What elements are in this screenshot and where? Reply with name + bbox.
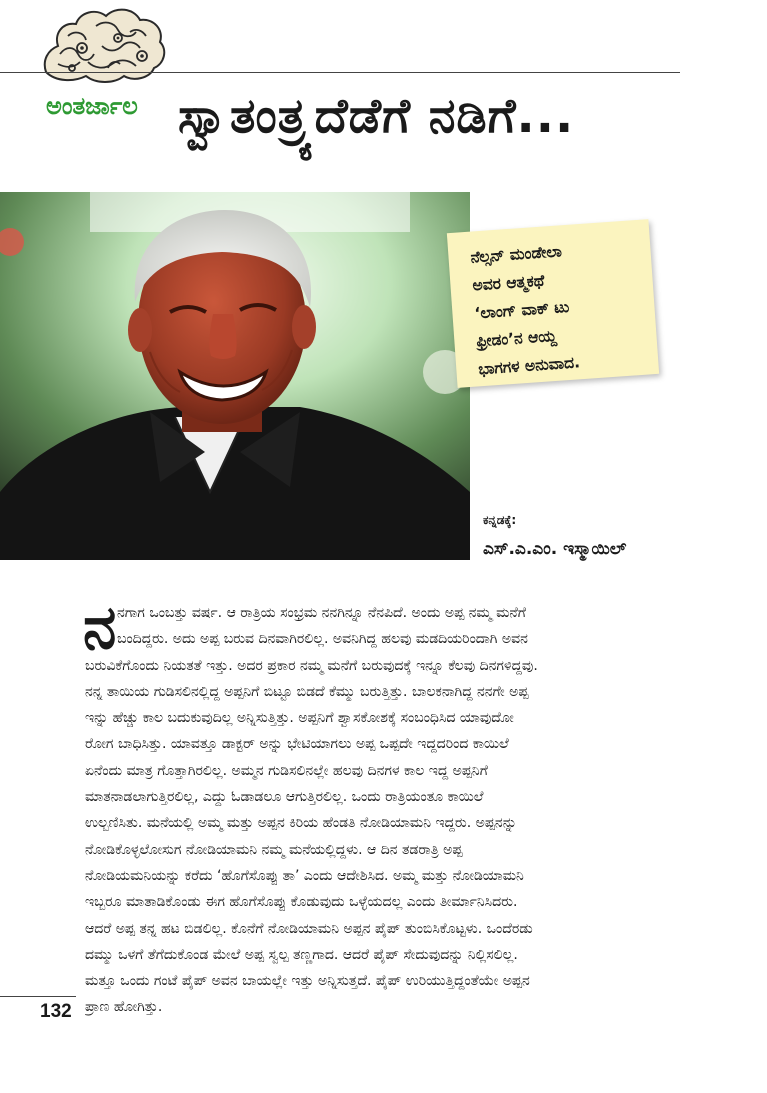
article-line: ಇಬ್ಬರೂ ಮಾತಾಡಿಕೊಂಡು ಈಗ ಹೊಗೆಸೊಪ್ಪು ಕೊಡುವುದು ಒಳ್ಳೆಯದಲ್ಲ ಎಂದು ತೀರ್ಮಾನಿಸಿದರು. bbox=[85, 894, 518, 911]
callout-line: ನೆಲ್ಸನ್ ಮಂಡೇಲಾ bbox=[469, 242, 563, 267]
article-line: ಮತ್ತೂ ಒಂದು ಗಂಟೆ ಪೈಪ್ ಅವನ ಬಾಯಲ್ಲೇ ಇತ್ತು ಅನ್ನಿಸುತ್ತದೆ. ಪೈಪ್ ಉರಿಯುತ್ತಿದ್ದಂತೆಯೇ ಅಪ್ಪನ bbox=[85, 973, 530, 990]
callout-line: ಭಾಗಗಳ ಅನುವಾದ. bbox=[477, 353, 581, 379]
article-line: ದಮ್ಮು ಒಳಗೆ ತೆಗೆದುಕೊಂಡ ಮೇಲೆ ಅಪ್ಪ ಸ್ವಲ್ಪ ತಣ್ಣಗಾದ. ಆದರೆ ಪೈಪ್ ಸೇದುವುದನ್ನು ನಿಲ್ಲಿಸಲಿಲ್ಲ. bbox=[85, 946, 518, 963]
article-line: ಉಲ್ಬಣಿಸಿತು. ಮನೆಯಲ್ಲಿ ಅಮ್ಮ ಮತ್ತು ಅಪ್ಪನ ಕಿರಿಯ ಹೆಂಡತಿ ನೋಡಿಯಾಮನಿ ಇದ್ದರು. ಅಪ್ಪನನ್ನು bbox=[85, 815, 517, 832]
article-line: ಆದರೆ ಅಪ್ಪ ತನ್ನ ಹಟ ಬಿಡಲಿಲ್ಲ. ಕೊನೆಗೆ ನೋಡಿಯಾಮನಿ ಅಪ್ಪನ ಪೈಪ್ ತುಂಬಿಸಿಕೊಟ್ಟಳು. ಒಂದೆರಡು bbox=[85, 920, 533, 937]
footer-rule bbox=[0, 996, 76, 997]
callout-line: ‘ಲಾಂಗ್ ವಾಕ್ ಟು bbox=[473, 297, 570, 323]
callout-line: ಅವರ ಆತ್ಮಕಥೆ bbox=[471, 271, 545, 295]
article-line: ಮಾತನಾಡಲಾಗುತ್ತಿರಲಿಲ್ಲ, ಎದ್ದು ಓಡಾಡಲೂ ಆಗುತ್ತಿರಲಿಲ್ಲ. ಒಂದು ರಾತ್ರಿಯಂತೂ ಕಾಯಿಲೆ bbox=[85, 789, 484, 806]
article-line: ರೋಗ ಬಾಧಿಸಿತ್ತು. ಯಾವತ್ತೂ ಡಾಕ್ಟರ್ ಅನ್ನು ಭೇಟಿಯಾಗಲು ಅಪ್ಪ ಒಪ್ಪದೇ ಇದ್ದದರಿಂದ ಕಾಯಿಲೆ bbox=[85, 736, 509, 753]
portrait-photo bbox=[0, 192, 470, 560]
article-line: ಇನ್ನು ಹೆಚ್ಚು ಕಾಲ ಬದುಕುವುದಿಲ್ಲ ಅನ್ನಿಸುತ್ತಿತ್ತು. ಅಪ್ಪನಿಗೆ ಶ್ವಾಸಕೋಶಕ್ಕೆ ಸಂಬಂಧಿಸಿದ ಯಾವುದೋ bbox=[85, 710, 514, 727]
article-line: ಬರುವಿಕೆಗೊಂದು ನಿಯತತೆ ಇತ್ತು. ಅದರ ಪ್ರಕಾರ ನಮ್ಮ ಮನೆಗೆ ಬರುವುದಕ್ಕೆ ಇನ್ನೂ ಕೆಲವು ದಿನಗಳಿದ್ದವು. bbox=[85, 657, 538, 674]
article-line: ಪ್ರಾಣ ಹೋಗಿತ್ತು. bbox=[85, 999, 163, 1016]
article-line: ನಗಾಗ ಒಂಬತ್ತು ವರ್ಷ. ಆ ರಾತ್ರಿಯ ಸಂಭ್ರಮ ನನಗಿನ್ನೂ ನೆನಪಿದೆ. ಅಂದು ಅಪ್ಪ ನಮ್ಮ ಮನೆಗೆ bbox=[117, 605, 526, 621]
article-line: ಬಂದಿದ್ದರು. ಅದು ಅಪ್ಪ ಬರುವ ದಿನವಾಗಿರಲಿಲ್ಲ. ಅವನಿಗಿದ್ದ ಹಲವು ಮಡದಿಯರಿಂದಾಗಿ ಅವನ bbox=[117, 631, 528, 648]
drop-cap: ನ bbox=[83, 593, 117, 663]
header-rule bbox=[0, 72, 680, 73]
article-line: ಏನೆಂದು ಮಾತ್ರ ಗೊತ್ತಾಗಿರಲಿಲ್ಲ. ಅಮ್ಮನ ಗುಡಿಸಲಿನಲ್ಲೇ ಹಲವು ದಿನಗಳ ಕಾಲ ಇದ್ದ ಅಪ್ಪನಿಗೆ bbox=[85, 762, 488, 779]
article-line: ನೋಡಿಯಮನಿಯನ್ನು ಕರೆದು ‘ಹೊಗೆಸೊಪ್ಪು ತಾ’ ಎಂದು ಆದೇಶಿಸಿದ. ಅಮ್ಮ ಮತ್ತು ನೋಡಿಯಾಮನಿ bbox=[85, 867, 524, 884]
callout-note bbox=[447, 219, 659, 388]
callout-line: ಫ್ರೀಡಂ’ನ ಆಯ್ದ bbox=[475, 326, 557, 351]
translator-label: ಕನ್ನಡಕ್ಕೆ: bbox=[483, 513, 517, 527]
article-line: ನೋಡಿಕೊಳ್ಳಲೋಸುಗ ನೋಡಿಯಾಮನಿ ನಮ್ಮ ಮನೆಯಲ್ಲಿದ್ದಳು. ಆ ದಿನ ತಡರಾತ್ರಿ ಅಪ್ಪ bbox=[85, 841, 463, 858]
article-title: ಸ್ವಾತಂತ್ರ್ಯದೆಡೆಗೆ ನಡಿಗೆ... bbox=[178, 88, 575, 144]
section-label: ಅಂತರ್ಜಾಲ bbox=[46, 92, 138, 120]
article-body bbox=[83, 593, 685, 1021]
article-line: ನನ್ನ ತಾಯಿಯ ಗುಡಿಸಲಿನಲ್ಲಿದ್ದ ಅಪ್ಪನಿಗೆ ಬಿಟ್ಟೂ ಬಿಡದೆ ಕೆಮ್ಮು ಬರುತ್ತಿತ್ತು. ಬಾಲಕನಾಗಿದ್ದ ನನಗೇ ಅಪ್ಪ bbox=[85, 683, 529, 700]
translator-name: ಎಸ್.ಎ.ಎಂ. ಇಸ್ಮಾಯಿಲ್ bbox=[483, 539, 627, 559]
page-number: 132 bbox=[40, 1001, 72, 1022]
